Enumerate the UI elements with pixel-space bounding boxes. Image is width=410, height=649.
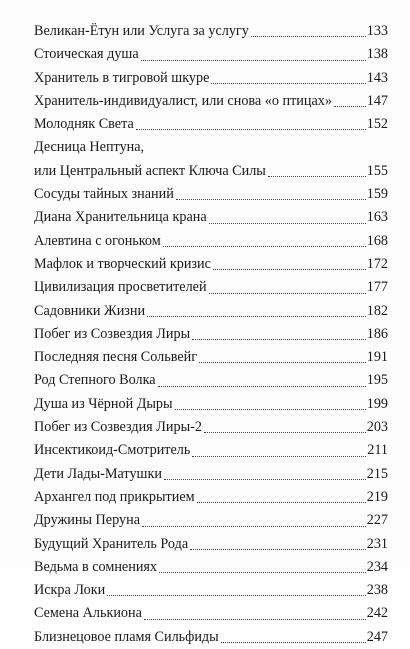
- toc-entry: [34, 393, 388, 416]
- toc-entry-page: 238: [366, 582, 388, 599]
- toc-entry-page: 242: [366, 605, 388, 622]
- toc-entry-title: Молодняк Света: [34, 116, 134, 133]
- toc-entry-page: 219: [366, 488, 388, 505]
- toc-entry: [34, 67, 388, 90]
- toc-entry: [34, 556, 388, 579]
- toc-entry-page: 211: [367, 442, 388, 459]
- dot-leader: [144, 619, 366, 620]
- toc-entry-title: Побег из Созвездия Лиры-2: [34, 419, 202, 436]
- toc-entry-title: Род Степного Волка: [34, 372, 156, 389]
- toc-entry-title: Дети Лады-Матушки: [34, 465, 162, 482]
- toc-entry: [34, 533, 388, 556]
- toc-entry-title: Архангел под прикрытием: [34, 488, 195, 505]
- dot-leader: [107, 595, 365, 596]
- toc-entry-page: 195: [366, 372, 388, 389]
- toc-entry-title: Душа из Чёрной Дыры: [34, 395, 173, 412]
- toc-entry-title: Сосуды тайных знаний: [34, 186, 174, 203]
- toc-entry-page: 182: [366, 302, 388, 319]
- toc-entry-title: Ведьма в сомнениях: [34, 558, 158, 575]
- toc-entry-title: Хранитель в тигровой шкуре: [34, 69, 210, 86]
- dot-leader: [142, 526, 366, 527]
- toc-entry: [34, 346, 388, 369]
- toc-entry: [34, 579, 388, 602]
- toc-entry-title: Семена Алькиона: [34, 605, 142, 622]
- toc-entry-title: Алевтина с огоньком: [34, 232, 161, 249]
- toc-entry-title: Дружины Перуна: [34, 512, 140, 529]
- toc-entry-page: 155: [366, 162, 388, 179]
- dot-leader: [147, 316, 366, 317]
- toc-entry: [34, 230, 388, 253]
- toc-entry: [34, 509, 388, 532]
- toc-entry-title-line1: Десница Нептуна,: [34, 139, 145, 156]
- dot-leader: [158, 386, 366, 387]
- toc-entry-title: или Центральный аспект Ключа Силы: [34, 162, 266, 179]
- toc-entry-page: 133: [366, 23, 388, 39]
- dot-leader: [268, 176, 366, 177]
- toc-entry-title: Хранитель-индивидуалист, или снова «о птицах»: [34, 92, 332, 109]
- toc-entry: [34, 90, 388, 113]
- toc-entry-page: 152: [366, 116, 388, 133]
- toc-entry-page: 227: [366, 512, 388, 529]
- dot-leader: [176, 199, 366, 200]
- toc-entry-title: Близнецовое пламя Сильфиды: [34, 628, 219, 645]
- toc-entry-page: 159: [366, 186, 388, 203]
- dot-leader: [190, 549, 366, 550]
- toc-entry-page: 247: [366, 628, 388, 645]
- toc-entry-page: 143: [366, 69, 388, 86]
- toc-entry-title: Мафлок и творческий кризис: [34, 255, 211, 272]
- toc-entry-page: 168: [366, 232, 388, 249]
- toc-entry-title: Побег из Созвездия Лиры: [34, 325, 191, 342]
- toc-entry-title: Инсектикоид-Смотритель: [34, 442, 191, 459]
- toc-entry-title: Искра Локи: [34, 582, 106, 599]
- toc-entry-page: 163: [366, 209, 388, 226]
- toc-entry-title: Цивилизация просветителей: [34, 279, 207, 296]
- dot-leader: [211, 83, 365, 84]
- toc-entry: [34, 253, 388, 276]
- dot-leader: [209, 293, 366, 294]
- dot-leader: [141, 60, 366, 61]
- toc-entry: [34, 439, 388, 462]
- toc-entry: [34, 626, 388, 649]
- toc-entry-page: 215: [366, 465, 388, 482]
- toc-entry-page: 186: [366, 325, 388, 342]
- toc-entry-page: 147: [366, 92, 388, 109]
- toc-entry-page: 191: [366, 349, 388, 366]
- dot-leader: [251, 36, 366, 37]
- toc-entry-page: 234: [366, 558, 388, 575]
- toc-entry-page: 199: [366, 395, 388, 412]
- toc-entry-title: Будущий Хранитель Рода: [34, 535, 189, 552]
- toc-entry-page: 177: [366, 279, 388, 296]
- dot-leader: [192, 339, 366, 340]
- toc-entry: [34, 369, 388, 392]
- toc-entry: [34, 20, 388, 43]
- dot-leader: [164, 479, 366, 480]
- dot-leader: [192, 456, 366, 457]
- toc-entry-title: Стоическая душа: [34, 46, 139, 63]
- toc-entry: [34, 463, 388, 486]
- dot-leader: [136, 129, 366, 130]
- dot-leader: [204, 432, 366, 433]
- dot-leader: [213, 269, 366, 270]
- toc-entry: [34, 300, 388, 323]
- toc-entry: [34, 323, 388, 346]
- toc-entry: [34, 486, 388, 509]
- toc-entry: [34, 416, 388, 439]
- dot-leader: [334, 106, 366, 107]
- toc-entry-title: Диана Хранительница крана: [34, 209, 207, 226]
- dot-leader: [163, 246, 366, 247]
- toc-entry: [34, 602, 388, 625]
- dot-leader: [221, 642, 366, 643]
- toc-entry: [34, 43, 388, 66]
- dot-leader: [197, 502, 366, 503]
- dot-leader: [175, 409, 366, 410]
- toc-entry: [34, 183, 388, 206]
- toc-entry: [34, 136, 388, 183]
- toc-entry: [34, 113, 388, 136]
- toc-entry-page: 231: [366, 535, 388, 552]
- toc-entry: [34, 206, 388, 229]
- dot-leader: [159, 572, 366, 573]
- toc-entry-title: Великан-Ётун или Услуга за услугу: [34, 23, 249, 39]
- toc-entry-page: 172: [366, 255, 388, 272]
- toc-entry-page: 203: [366, 419, 388, 436]
- table-of-contents: [34, 20, 388, 649]
- dot-leader: [209, 223, 366, 224]
- toc-entry-page: 138: [366, 46, 388, 63]
- dot-leader: [199, 362, 366, 363]
- toc-entry: [34, 276, 388, 299]
- toc-entry-title: Последняя песня Сольвейг: [34, 349, 198, 366]
- toc-entry-title: Садовники Жизни: [34, 302, 146, 319]
